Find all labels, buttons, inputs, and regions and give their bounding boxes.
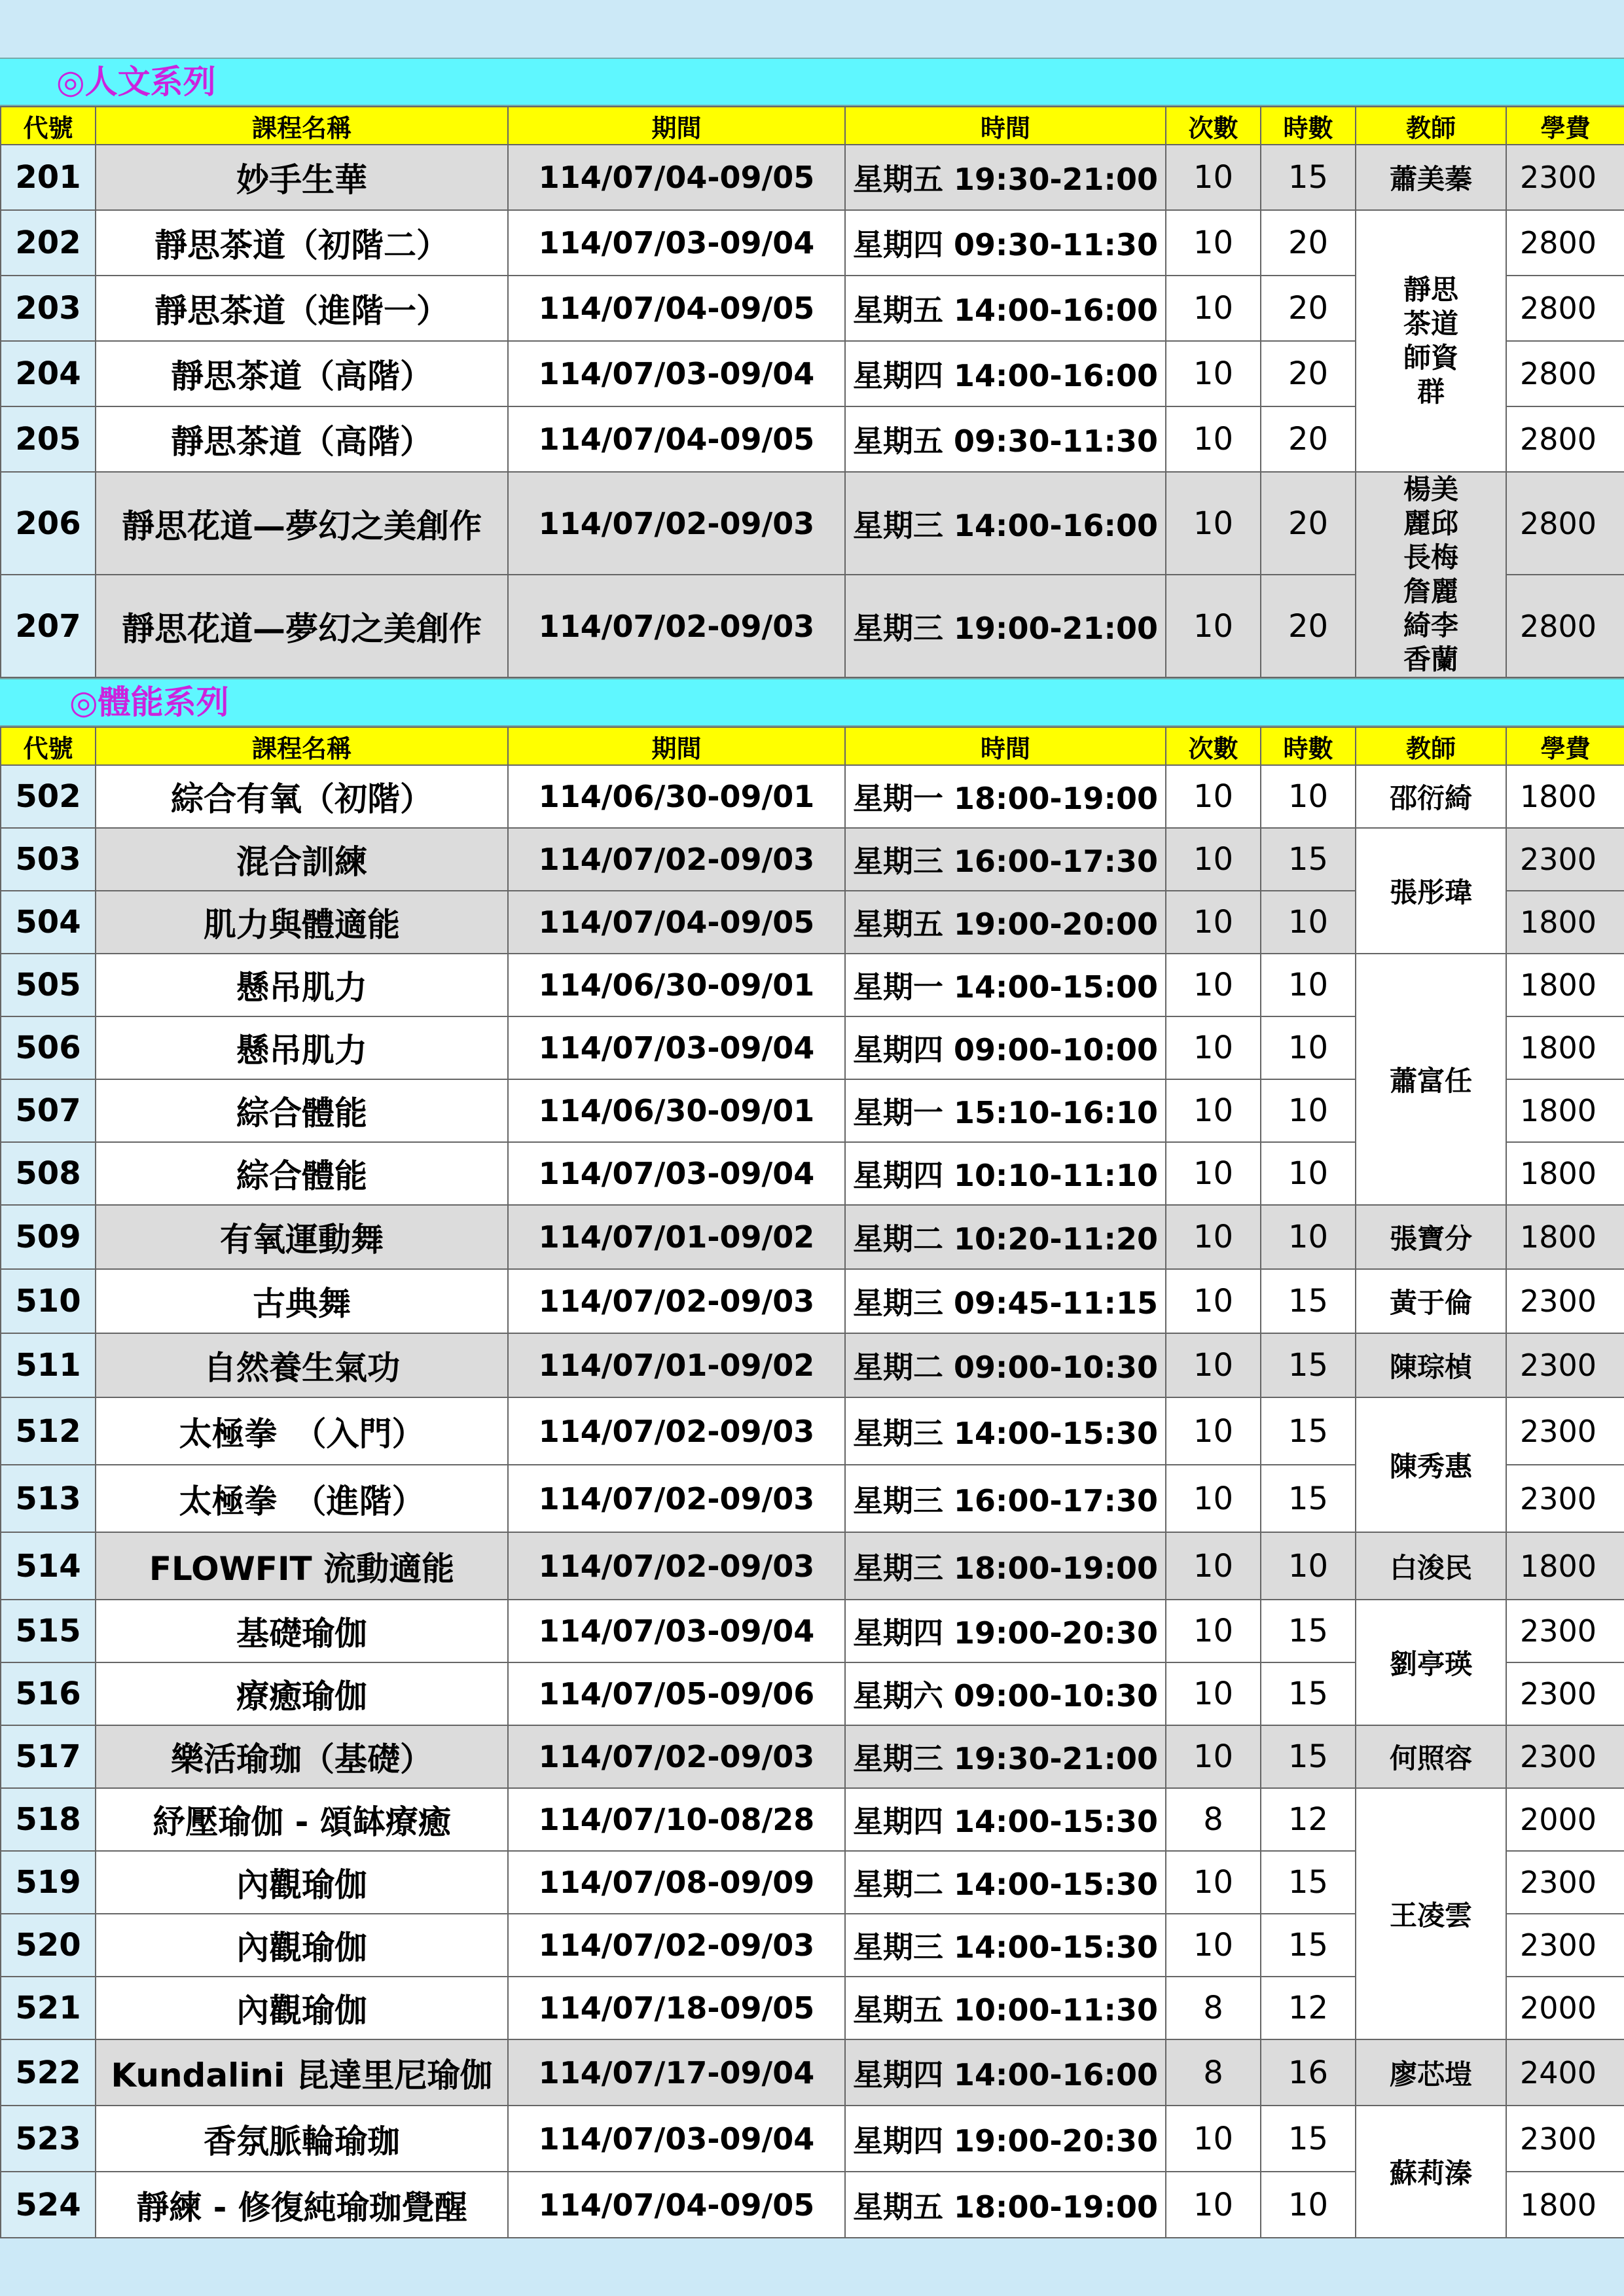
col-time: 時間 xyxy=(845,727,1166,765)
fitness-rows xyxy=(1,765,1624,2238)
course-time: 星期四 14:00-16:00 xyxy=(845,341,1166,406)
course-hours: 15 xyxy=(1261,828,1356,891)
course-code: 205 xyxy=(1,406,96,472)
section-header-humanities xyxy=(0,58,1624,106)
course-code: 506 xyxy=(1,1016,96,1079)
course-sessions: 10 xyxy=(1166,1914,1261,1977)
course-code: 519 xyxy=(1,1851,96,1914)
course-name: 有氧運動舞 xyxy=(96,1205,508,1269)
course-period: 114/07/08-09/09 xyxy=(508,1851,845,1914)
course-fee: 1800 xyxy=(1506,1532,1624,1600)
course-name: 紓壓瑜伽 - 頌缽療癒 xyxy=(96,1788,508,1851)
course-hours: 20 xyxy=(1261,341,1356,406)
course-time: 星期五 14:00-16:00 xyxy=(845,276,1166,341)
table-row xyxy=(1,1600,1624,1662)
humanities-table xyxy=(0,106,1624,678)
table-row xyxy=(1,472,1624,575)
table-row xyxy=(1,2106,1624,2172)
course-period: 114/07/03-09/04 xyxy=(508,210,845,276)
course-name: 妙手生華 xyxy=(96,145,508,210)
course-name: 香氛脈輪瑜珈 xyxy=(96,2106,508,2172)
course-name: 古典舞 xyxy=(96,1269,508,1333)
course-teacher: 邵衍綺 xyxy=(1356,765,1506,828)
course-time: 星期一 18:00-19:00 xyxy=(845,765,1166,828)
col-time: 時間 xyxy=(845,107,1166,145)
col-hours: 時數 xyxy=(1261,727,1356,765)
course-name: 太極拳 （進階） xyxy=(96,1465,508,1532)
course-fee: 1800 xyxy=(1506,1079,1624,1142)
course-sessions: 10 xyxy=(1166,341,1261,406)
course-code: 514 xyxy=(1,1532,96,1600)
course-sessions: 10 xyxy=(1166,2106,1261,2172)
course-time: 星期四 14:00-16:00 xyxy=(845,2039,1166,2106)
course-sessions: 10 xyxy=(1166,1269,1261,1333)
table-row xyxy=(1,145,1624,210)
course-name: Kundalini 昆達里尼瑜伽 xyxy=(96,2039,508,2106)
course-fee: 2800 xyxy=(1506,472,1624,575)
course-name: 綜合有氧（初階） xyxy=(96,765,508,828)
course-hours: 15 xyxy=(1261,1851,1356,1914)
course-fee: 2800 xyxy=(1506,210,1624,276)
course-sessions: 10 xyxy=(1166,2172,1261,2238)
col-name: 課程名稱 xyxy=(96,107,508,145)
course-time: 星期四 14:00-15:30 xyxy=(845,1788,1166,1851)
fitness-table xyxy=(0,726,1624,2238)
course-time: 星期五 19:30-21:00 xyxy=(845,145,1166,210)
col-teacher: 教師 xyxy=(1356,727,1506,765)
course-time: 星期三 19:00-21:00 xyxy=(845,575,1166,677)
course-teacher: 蕭富任 xyxy=(1356,954,1506,1205)
course-teacher: 王凌雲 xyxy=(1356,1788,1506,2039)
course-code: 522 xyxy=(1,2039,96,2106)
course-code: 509 xyxy=(1,1205,96,1269)
course-period: 114/07/02-09/03 xyxy=(508,1269,845,1333)
course-fee: 2000 xyxy=(1506,1977,1624,2039)
course-fee: 1800 xyxy=(1506,1016,1624,1079)
table-row xyxy=(1,1205,1624,1269)
course-code: 520 xyxy=(1,1914,96,1977)
course-time: 星期五 19:00-20:00 xyxy=(845,891,1166,954)
course-sessions: 10 xyxy=(1166,1079,1261,1142)
course-time: 星期五 09:30-11:30 xyxy=(845,406,1166,472)
col-code: 代號 xyxy=(1,727,96,765)
course-code: 518 xyxy=(1,1788,96,1851)
course-hours: 20 xyxy=(1261,575,1356,677)
course-fee: 2000 xyxy=(1506,1788,1624,1851)
course-code: 207 xyxy=(1,575,96,677)
course-teacher: 楊美麗邱長梅詹麗綺李香蘭 xyxy=(1356,472,1506,677)
section-title: ◎人文系列 xyxy=(56,63,216,101)
course-fee: 2300 xyxy=(1506,1333,1624,1397)
course-sessions: 10 xyxy=(1166,276,1261,341)
course-schedule xyxy=(0,58,1624,2238)
course-code: 203 xyxy=(1,276,96,341)
course-teacher: 黃于倫 xyxy=(1356,1269,1506,1333)
table-row xyxy=(1,954,1624,1016)
course-time: 星期二 14:00-15:30 xyxy=(845,1851,1166,1914)
course-name: 綜合體能 xyxy=(96,1079,508,1142)
course-sessions: 10 xyxy=(1166,1600,1261,1662)
course-hours: 12 xyxy=(1261,1788,1356,1851)
course-code: 503 xyxy=(1,828,96,891)
course-name: 療癒瑜伽 xyxy=(96,1662,508,1725)
course-fee: 2300 xyxy=(1506,1269,1624,1333)
course-hours: 10 xyxy=(1261,954,1356,1016)
course-code: 511 xyxy=(1,1333,96,1397)
table-row xyxy=(1,1333,1624,1397)
course-hours: 15 xyxy=(1261,2106,1356,2172)
course-period: 114/07/02-09/03 xyxy=(508,1914,845,1977)
course-hours: 12 xyxy=(1261,1977,1356,2039)
course-sessions: 10 xyxy=(1166,1662,1261,1725)
course-name: 綜合體能 xyxy=(96,1142,508,1205)
course-time: 星期五 10:00-11:30 xyxy=(845,1977,1166,2039)
course-name: 懸吊肌力 xyxy=(96,1016,508,1079)
col-code: 代號 xyxy=(1,107,96,145)
course-hours: 15 xyxy=(1261,1333,1356,1397)
col-period: 期間 xyxy=(508,727,845,765)
course-period: 114/07/02-09/03 xyxy=(508,828,845,891)
course-name: 基礎瑜伽 xyxy=(96,1600,508,1662)
course-hours: 15 xyxy=(1261,1725,1356,1788)
course-period: 114/06/30-09/01 xyxy=(508,954,845,1016)
course-sessions: 10 xyxy=(1166,828,1261,891)
course-hours: 15 xyxy=(1261,1914,1356,1977)
course-code: 507 xyxy=(1,1079,96,1142)
course-time: 星期三 19:30-21:00 xyxy=(845,1725,1166,1788)
col-sessions: 次數 xyxy=(1166,727,1261,765)
course-code: 502 xyxy=(1,765,96,828)
course-code: 517 xyxy=(1,1725,96,1788)
course-hours: 10 xyxy=(1261,1532,1356,1600)
course-code: 505 xyxy=(1,954,96,1016)
course-sessions: 10 xyxy=(1166,145,1261,210)
course-fee: 2300 xyxy=(1506,1851,1624,1914)
course-sessions: 10 xyxy=(1166,1725,1261,1788)
course-code: 204 xyxy=(1,341,96,406)
course-time: 星期三 16:00-17:30 xyxy=(845,828,1166,891)
course-fee: 2300 xyxy=(1506,1600,1624,1662)
course-code: 504 xyxy=(1,891,96,954)
course-fee: 2300 xyxy=(1506,1725,1624,1788)
course-time: 星期三 14:00-15:30 xyxy=(845,1397,1166,1465)
course-hours: 10 xyxy=(1261,2172,1356,2238)
course-fee: 2400 xyxy=(1506,2039,1624,2106)
course-code: 523 xyxy=(1,2106,96,2172)
course-period: 114/07/04-09/05 xyxy=(508,406,845,472)
course-code: 512 xyxy=(1,1397,96,1465)
course-period: 114/07/03-09/04 xyxy=(508,2106,845,2172)
course-sessions: 10 xyxy=(1166,954,1261,1016)
course-sessions: 10 xyxy=(1166,765,1261,828)
course-fee: 2800 xyxy=(1506,575,1624,677)
course-hours: 10 xyxy=(1261,765,1356,828)
course-name: 內觀瑜伽 xyxy=(96,1977,508,2039)
course-fee: 2300 xyxy=(1506,1662,1624,1725)
course-time: 星期一 14:00-15:00 xyxy=(845,954,1166,1016)
table-row xyxy=(1,1725,1624,1788)
course-time: 星期三 14:00-16:00 xyxy=(845,472,1166,575)
course-time: 星期三 18:00-19:00 xyxy=(845,1532,1166,1600)
course-fee: 1800 xyxy=(1506,1142,1624,1205)
course-hours: 10 xyxy=(1261,1205,1356,1269)
course-name: 肌力與體適能 xyxy=(96,891,508,954)
course-period: 114/07/05-09/06 xyxy=(508,1662,845,1725)
course-time: 星期二 09:00-10:30 xyxy=(845,1333,1166,1397)
course-period: 114/06/30-09/01 xyxy=(508,765,845,828)
course-sessions: 10 xyxy=(1166,1016,1261,1079)
course-code: 513 xyxy=(1,1465,96,1532)
course-code: 524 xyxy=(1,2172,96,2238)
course-teacher: 白浚民 xyxy=(1356,1532,1506,1600)
course-time: 星期三 14:00-15:30 xyxy=(845,1914,1166,1977)
table-row xyxy=(1,1269,1624,1333)
course-sessions: 10 xyxy=(1166,472,1261,575)
course-fee: 2800 xyxy=(1506,341,1624,406)
course-name: 太極拳 （入門） xyxy=(96,1397,508,1465)
course-hours: 15 xyxy=(1261,1465,1356,1532)
course-hours: 15 xyxy=(1261,1269,1356,1333)
table-header-row xyxy=(1,107,1624,145)
course-period: 114/06/30-09/01 xyxy=(508,1079,845,1142)
course-code: 206 xyxy=(1,472,96,575)
col-fee: 學費 xyxy=(1506,107,1624,145)
course-hours: 15 xyxy=(1261,1662,1356,1725)
course-fee: 2300 xyxy=(1506,828,1624,891)
course-hours: 20 xyxy=(1261,210,1356,276)
course-sessions: 8 xyxy=(1166,1788,1261,1851)
table-row xyxy=(1,828,1624,891)
course-name: 懸吊肌力 xyxy=(96,954,508,1016)
course-hours: 16 xyxy=(1261,2039,1356,2106)
course-teacher: 廖芯塏 xyxy=(1356,2039,1506,2106)
course-teacher: 張彤瑋 xyxy=(1356,828,1506,954)
course-name: 靜思茶道（高階） xyxy=(96,341,508,406)
course-period: 114/07/01-09/02 xyxy=(508,1333,845,1397)
course-code: 202 xyxy=(1,210,96,276)
course-sessions: 10 xyxy=(1166,1397,1261,1465)
course-sessions: 10 xyxy=(1166,575,1261,677)
course-name: 靜思花道—夢幻之美創作 xyxy=(96,575,508,677)
col-fee: 學費 xyxy=(1506,727,1624,765)
course-name: 內觀瑜伽 xyxy=(96,1914,508,1977)
course-period: 114/07/02-09/03 xyxy=(508,1725,845,1788)
course-fee: 2300 xyxy=(1506,1914,1624,1977)
course-teacher: 陳秀惠 xyxy=(1356,1397,1506,1532)
course-sessions: 10 xyxy=(1166,1851,1261,1914)
course-period: 114/07/04-09/05 xyxy=(508,145,845,210)
course-time: 星期六 09:00-10:30 xyxy=(845,1662,1166,1725)
course-name: 靜思茶道（初階二） xyxy=(96,210,508,276)
course-sessions: 10 xyxy=(1166,1532,1261,1600)
course-teacher: 劉亭瑛 xyxy=(1356,1600,1506,1725)
course-teacher: 何照容 xyxy=(1356,1725,1506,1788)
course-name: 靜思茶道（高階） xyxy=(96,406,508,472)
course-period: 114/07/17-09/04 xyxy=(508,2039,845,2106)
col-hours: 時數 xyxy=(1261,107,1356,145)
humanities-rows xyxy=(1,145,1624,677)
course-sessions: 10 xyxy=(1166,1142,1261,1205)
course-sessions: 10 xyxy=(1166,210,1261,276)
course-code: 201 xyxy=(1,145,96,210)
course-fee: 2800 xyxy=(1506,406,1624,472)
table-row xyxy=(1,1397,1624,1465)
course-time: 星期四 09:00-10:00 xyxy=(845,1016,1166,1079)
course-fee: 2300 xyxy=(1506,145,1624,210)
table-row xyxy=(1,1788,1624,1851)
course-fee: 2300 xyxy=(1506,1397,1624,1465)
course-name: 自然養生氣功 xyxy=(96,1333,508,1397)
course-teacher: 蕭美蓁 xyxy=(1356,145,1506,210)
course-fee: 1800 xyxy=(1506,954,1624,1016)
course-period: 114/07/02-09/03 xyxy=(508,1465,845,1532)
course-hours: 20 xyxy=(1261,406,1356,472)
course-time: 星期四 19:00-20:30 xyxy=(845,1600,1166,1662)
course-period: 114/07/03-09/04 xyxy=(508,1600,845,1662)
course-sessions: 10 xyxy=(1166,891,1261,954)
course-code: 510 xyxy=(1,1269,96,1333)
course-period: 114/07/18-09/05 xyxy=(508,1977,845,2039)
course-hours: 10 xyxy=(1261,1142,1356,1205)
col-period: 期間 xyxy=(508,107,845,145)
course-period: 114/07/04-09/05 xyxy=(508,2172,845,2238)
course-time: 星期四 19:00-20:30 xyxy=(845,2106,1166,2172)
course-fee: 1800 xyxy=(1506,891,1624,954)
section-title: ◎體能系列 xyxy=(69,683,229,721)
course-teacher: 靜思茶道師資群 xyxy=(1356,210,1506,472)
course-teacher: 張寶分 xyxy=(1356,1205,1506,1269)
course-hours: 10 xyxy=(1261,891,1356,954)
table-row xyxy=(1,1532,1624,1600)
col-sessions: 次數 xyxy=(1166,107,1261,145)
course-teacher: 蘇莉溱 xyxy=(1356,2106,1506,2238)
course-time: 星期四 09:30-11:30 xyxy=(845,210,1166,276)
course-code: 521 xyxy=(1,1977,96,2039)
course-fee: 2300 xyxy=(1506,2106,1624,2172)
course-period: 114/07/04-09/05 xyxy=(508,276,845,341)
course-hours: 15 xyxy=(1261,1397,1356,1465)
section-header-fitness xyxy=(0,678,1624,726)
course-sessions: 10 xyxy=(1166,1333,1261,1397)
course-period: 114/07/03-09/04 xyxy=(508,1142,845,1205)
course-hours: 10 xyxy=(1261,1079,1356,1142)
table-row xyxy=(1,765,1624,828)
course-sessions: 8 xyxy=(1166,2039,1261,2106)
course-hours: 15 xyxy=(1261,1600,1356,1662)
course-period: 114/07/02-09/03 xyxy=(508,575,845,677)
course-fee: 2800 xyxy=(1506,276,1624,341)
course-name: 混合訓練 xyxy=(96,828,508,891)
course-fee: 1800 xyxy=(1506,1205,1624,1269)
course-fee: 1800 xyxy=(1506,765,1624,828)
course-period: 114/07/02-09/03 xyxy=(508,1397,845,1465)
course-period: 114/07/02-09/03 xyxy=(508,1532,845,1600)
course-name: 靜思花道—夢幻之美創作 xyxy=(96,472,508,575)
course-name: 靜練 - 修復純瑜珈覺醒 xyxy=(96,2172,508,2238)
table-row xyxy=(1,2039,1624,2106)
table-row xyxy=(1,210,1624,276)
course-fee: 2300 xyxy=(1506,1465,1624,1532)
course-sessions: 10 xyxy=(1166,1465,1261,1532)
course-code: 515 xyxy=(1,1600,96,1662)
col-name: 課程名稱 xyxy=(96,727,508,765)
course-time: 星期二 10:20-11:20 xyxy=(845,1205,1166,1269)
course-name: 靜思茶道（進階一） xyxy=(96,276,508,341)
course-period: 114/07/03-09/04 xyxy=(508,341,845,406)
course-period: 114/07/04-09/05 xyxy=(508,891,845,954)
course-time: 星期三 09:45-11:15 xyxy=(845,1269,1166,1333)
course-time: 星期四 10:10-11:10 xyxy=(845,1142,1166,1205)
course-hours: 15 xyxy=(1261,145,1356,210)
course-hours: 20 xyxy=(1261,276,1356,341)
course-hours: 20 xyxy=(1261,472,1356,575)
table-header-row xyxy=(1,727,1624,765)
course-fee: 1800 xyxy=(1506,2172,1624,2238)
course-sessions: 10 xyxy=(1166,1205,1261,1269)
course-time: 星期三 16:00-17:30 xyxy=(845,1465,1166,1532)
course-time: 星期一 15:10-16:10 xyxy=(845,1079,1166,1142)
course-time: 星期五 18:00-19:00 xyxy=(845,2172,1166,2238)
course-code: 516 xyxy=(1,1662,96,1725)
course-period: 114/07/01-09/02 xyxy=(508,1205,845,1269)
course-period: 114/07/10-08/28 xyxy=(508,1788,845,1851)
course-code: 508 xyxy=(1,1142,96,1205)
course-sessions: 8 xyxy=(1166,1977,1261,2039)
course-name: 內觀瑜伽 xyxy=(96,1851,508,1914)
course-period: 114/07/03-09/04 xyxy=(508,1016,845,1079)
course-name: FLOWFIT 流動適能 xyxy=(96,1532,508,1600)
course-period: 114/07/02-09/03 xyxy=(508,472,845,575)
course-name: 樂活瑜珈（基礎） xyxy=(96,1725,508,1788)
course-sessions: 10 xyxy=(1166,406,1261,472)
col-teacher: 教師 xyxy=(1356,107,1506,145)
course-teacher: 陳琮楨 xyxy=(1356,1333,1506,1397)
course-hours: 10 xyxy=(1261,1016,1356,1079)
